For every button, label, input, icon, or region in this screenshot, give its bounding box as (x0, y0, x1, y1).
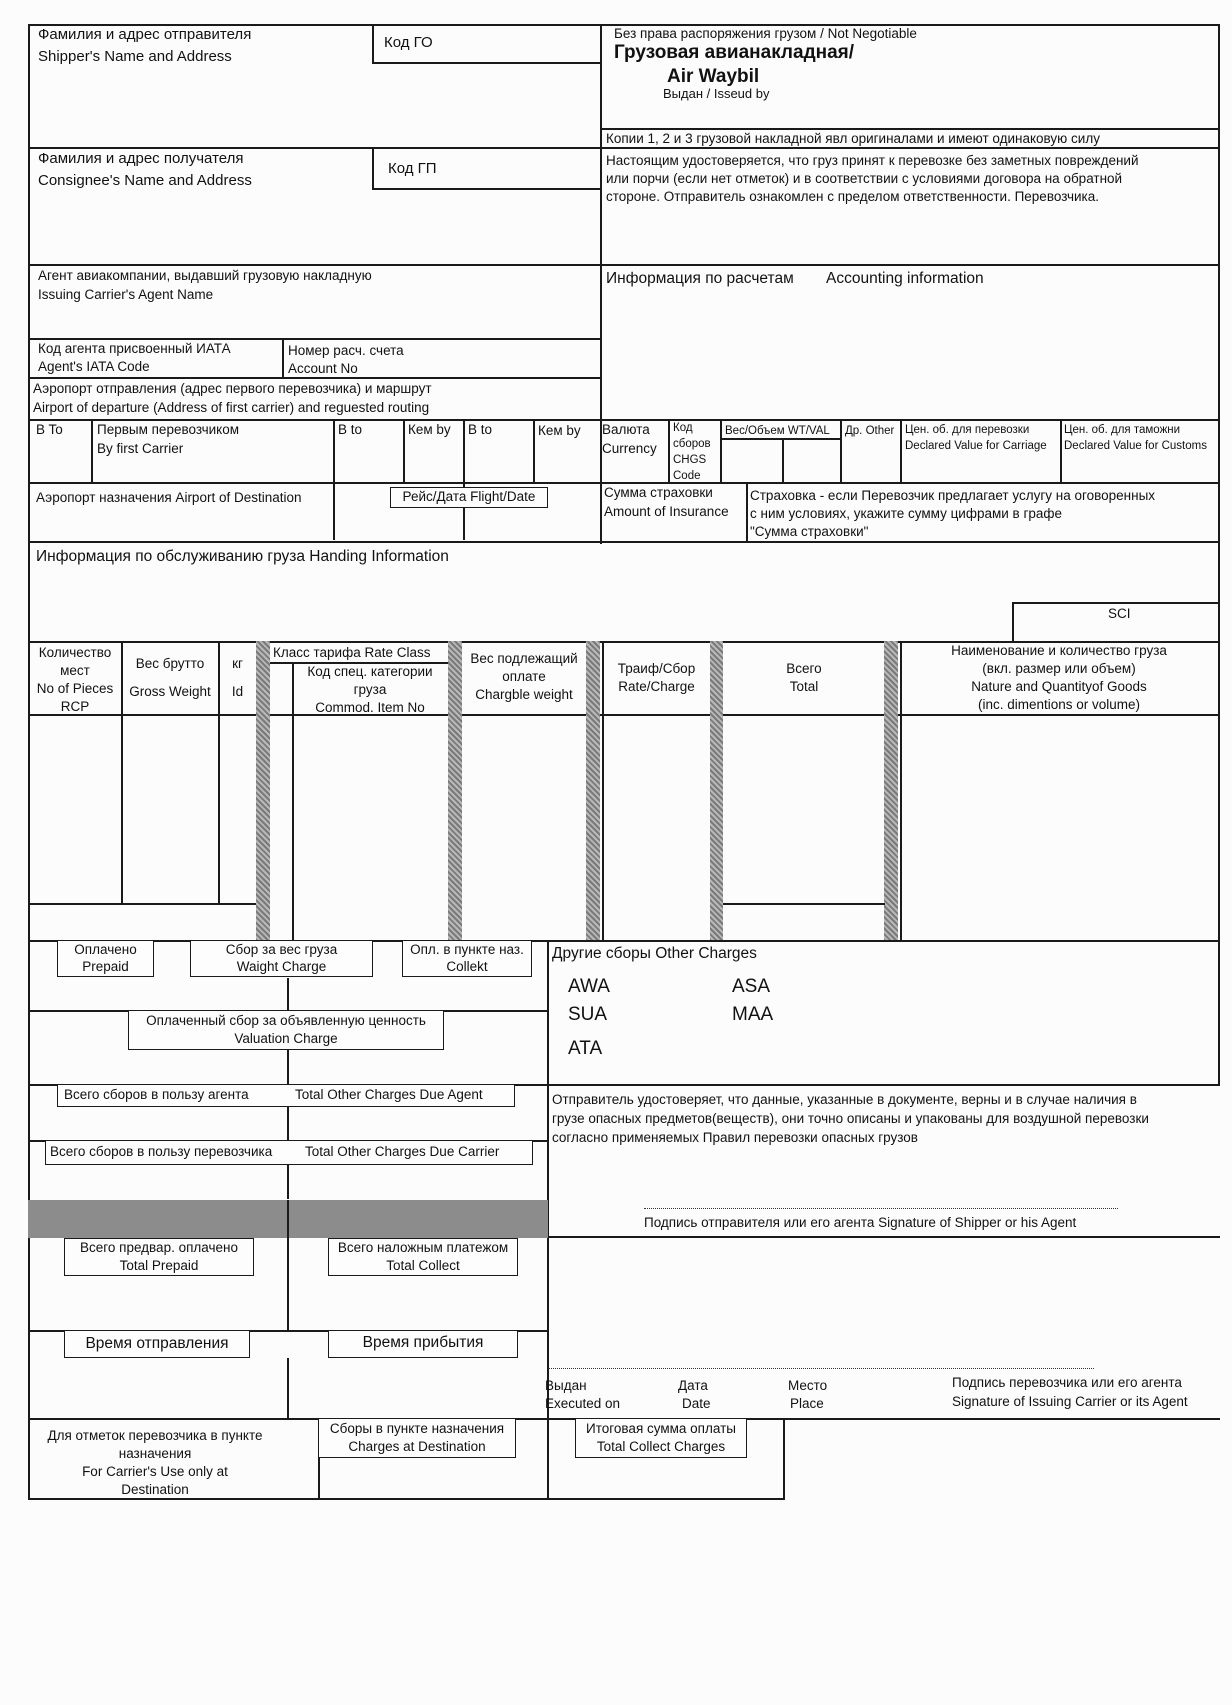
insurance-ru: Сумма страховки (604, 485, 713, 500)
waybill-title-en: Air Waybil (667, 66, 760, 87)
carrier-use-4: Destination (121, 1482, 189, 1497)
carrier-sig-en: Signature of Issuing Carrier or its Agent (952, 1394, 1188, 1409)
routing-by-3: Кем by (538, 423, 581, 438)
charge-code-ata: ATA (568, 1038, 603, 1059)
dest-charges-1: Сборы в пункте назначения (329, 1421, 505, 1436)
date-en: Date (682, 1396, 711, 1411)
certify-line-2: или порчи (если нет отметок) и в соответствии с условиями договора на обратной (606, 171, 1123, 186)
insurance-note-3: "Сумма страховки" (750, 524, 869, 539)
customs-ru: Цен. об. для таможни (1064, 424, 1181, 436)
shipper-en: Shipper's Name and Address (38, 48, 232, 65)
total-2: Total (789, 679, 819, 694)
carrier-use-3: For Carrier's Use only at (82, 1464, 228, 1479)
line-iata-top (28, 338, 602, 340)
collect-charges-1: Итоговая сумма оплаты (586, 1421, 736, 1436)
routing-first-ru: Первым перевозчиком (97, 422, 240, 437)
insurance-en: Amount of Insurance (604, 504, 729, 519)
chargeable-2: оплате (502, 669, 546, 684)
place-ru: Место (788, 1378, 828, 1393)
insurance-note-1: Страховка - если Перевозчик предлагает услугу на оговоренных (750, 488, 1156, 503)
date-ru: Дата (678, 1378, 708, 1393)
goods-hatch-4 (710, 641, 723, 941)
carrier-sig-ru: Подпись перевозчика или его агента (952, 1375, 1182, 1390)
goods-v1 (121, 641, 123, 903)
goods-total-row-right (723, 903, 885, 905)
line-routing-top (28, 419, 1220, 421)
nature-4: (inc. dimentions or volume) (977, 697, 1141, 712)
charge-code-sua: SUA (568, 1004, 608, 1025)
accounting-ru: Информация по расчетам (606, 270, 794, 287)
certify-line-1: Настоящим удостоверяется, что груз принят к перевозке без заметных повреждений (606, 153, 1139, 168)
gross-2: Gross Weight (129, 684, 211, 699)
line-consignee-top (28, 147, 1220, 149)
line-routing-v1 (91, 419, 93, 483)
carrier-use-1: Для отметок перевозчика в пункте (47, 1428, 263, 1443)
goods-hatch-1 (256, 641, 270, 941)
total-prepaid-1: Всего предвар. оплачено (79, 1240, 238, 1255)
line-routing-v2 (333, 419, 335, 540)
line-routing-v6 (668, 419, 670, 483)
wtval: Вес/Объем WT/VAL (725, 425, 830, 437)
line-agent-top (28, 264, 1220, 266)
accounting-en: Accounting information (826, 270, 984, 287)
routing-to-3: B to (468, 422, 493, 437)
account-en: Account No (288, 361, 358, 376)
kg-2: Id (231, 684, 244, 699)
line-times-split (287, 1358, 289, 1418)
other-label: Др. Other (845, 425, 895, 437)
dest-charges-2: Charges at Destination (348, 1439, 486, 1454)
total-collect-1: Всего наложным платежом (337, 1240, 509, 1255)
shipper-code: Код ГО (384, 34, 433, 51)
consignee-en: Consignee's Name and Address (38, 172, 252, 189)
rate-class: Класс тарифа Rate Class (273, 645, 431, 660)
departure-ru: Аэропорт отправления (адрес первого перевозчика) и маршрут (33, 381, 432, 396)
line-routing-v7 (720, 419, 722, 483)
line-routing-v3 (403, 419, 405, 483)
line-sci-left (1012, 602, 1014, 641)
shipper-cert-3: согласно применяемых Правил перевозки опасных грузов (552, 1130, 918, 1145)
pieces-4: RCP (60, 699, 90, 714)
due-agent-ru: Всего сборов в пользу агента (64, 1087, 249, 1102)
shipper-code-box-left (372, 24, 374, 64)
pieces-1: Количество (38, 645, 112, 660)
nature-3: Nature and Quantityof Goods (971, 679, 1147, 694)
line-departure-top (28, 377, 602, 379)
insurance-note-2: с ним условиях, укажите сумму цифрами в графе (750, 506, 1063, 521)
agent-ru: Агент авиакомпании, выдавший грузовую накладную (38, 268, 372, 283)
routing-to-1: B To (36, 422, 63, 437)
commod-1: Код спец. категории (307, 664, 433, 679)
sci-label: SCI (1108, 606, 1131, 621)
line-valuation-split (287, 1050, 289, 1084)
line-collect-charges-right (783, 1418, 785, 1500)
account-ru: Номер расч. счета (288, 343, 404, 358)
due-carrier-ru: Всего сборов в пользу перевозчика (50, 1144, 273, 1159)
line-execution-top (548, 1236, 1220, 1238)
shipper-ru: Фамилия и адрес отправителя (38, 26, 252, 43)
iata-en: Agent's IATA Code (38, 359, 150, 374)
chargeable-3: Chargble weight (475, 687, 573, 702)
line-destination-top (28, 482, 1220, 484)
total-1: Всего (786, 661, 822, 676)
collect-1: Опл. в пункте наз. (410, 942, 524, 957)
line-flight-sub (463, 508, 465, 540)
kg-1: кг (232, 656, 243, 671)
prepaid-2: Prepaid (82, 959, 129, 974)
total-prepaid-2: Total Prepaid (119, 1258, 199, 1273)
shipper-signature: Подпись отправителя или его агента Signature of Shipper or his Agent (644, 1215, 1077, 1230)
consignee-code: Код ГП (388, 160, 437, 177)
currency-en: Currency (602, 441, 657, 456)
waybill-title-ru: Грузовая авианакладная/ (614, 42, 855, 63)
collect-2: Collekt (446, 959, 488, 974)
valuation-2: Valuation Charge (234, 1031, 338, 1046)
charge-code-awa: AWA (568, 976, 610, 997)
rate-1: Траиф/Сбор (617, 661, 696, 676)
issued-by: Выдан / Isseud by (663, 86, 770, 101)
line-routing-v5 (533, 419, 535, 483)
due-agent-en: Total Other Charges Due Agent (295, 1087, 483, 1102)
consignee-ru: Фамилия и адрес получателя (38, 150, 244, 167)
valuation-1: Оплаченный сбор за объявленную ценность (146, 1013, 426, 1028)
line-copies-top (600, 128, 1220, 130)
nature-2: (вкл. размер или объем) (982, 661, 1136, 676)
exec-en: Executed on (545, 1396, 621, 1411)
due-carrier-en: Total Other Charges Due Carrier (305, 1144, 500, 1159)
line-routing-v10 (900, 419, 902, 483)
line-routing-v11 (1060, 419, 1062, 483)
line-insurance-divider (746, 482, 748, 542)
frame-bottom (28, 1498, 548, 1500)
chgs-1: Код (673, 422, 693, 434)
collect-charges-2: Total Collect Charges (596, 1439, 726, 1454)
routing-by-2: Кем by (408, 422, 451, 437)
carriage-en: Declared Value for Carriage (905, 440, 1047, 452)
not-negotiable: Без права распоряжения грузом / Not Negotiable (614, 26, 917, 41)
goods-v2 (218, 641, 220, 903)
copies-note: Копии 1, 2 и 3 грузовой накладной явл оригиналами и имеют одинаковую силу (606, 131, 1100, 146)
chgs-3: CHGS (673, 454, 707, 466)
goods-total-row-left (28, 903, 256, 905)
weight-charge-1: Сбор за вес груза (225, 942, 338, 957)
consignee-code-box-left (372, 147, 374, 190)
pieces-3: No of Pieces (36, 681, 114, 696)
routing-first-en: By first Carrier (97, 441, 184, 456)
certify-line-3: стороне. Отправитель ознакомлен с пределом ответственности. Перевозчика. (606, 189, 1099, 204)
carriage-ru: Цен. об. для перевозки (905, 424, 1030, 436)
consignee-code-box-bottom (372, 188, 602, 190)
line-collect-charges-bottom (548, 1498, 784, 1500)
other-charges-label: Другие сборы Other Charges (552, 945, 757, 962)
line-due-agent-split (287, 1107, 289, 1141)
pieces-2: мест (60, 663, 90, 678)
chargeable-1: Вес подлежащий (470, 651, 578, 666)
exec-ru: Выдан (545, 1378, 587, 1393)
total-collect-2: Total Collect (386, 1258, 460, 1273)
gross-1: Вес брутто (135, 656, 205, 671)
charge-code-asa: ASA (732, 976, 771, 997)
line-routing-v9 (840, 419, 842, 483)
agent-en: Issuing Carrier's Agent Name (38, 287, 214, 302)
chgs-4: Code (673, 470, 701, 482)
charge-code-maa: MAA (732, 1004, 774, 1025)
customs-en: Declared Value for Customs (1064, 440, 1207, 452)
carrier-signature-line (548, 1368, 1094, 1369)
shipper-cert-2: грузе опасных предметов(веществ), они точно описаны и упакованы для воздушной перевозки (552, 1111, 1149, 1126)
shipper-cert-1: Отправитель удостоверяет, что данные, указанные в документе, верны и в случае наличия в (552, 1092, 1137, 1107)
weight-charge-2: Waight Charge (236, 959, 327, 974)
destination-label: Аэропорт назначения Airport of Destination (36, 490, 302, 505)
goods-hatch-3 (586, 641, 600, 941)
chgs-2: сборов (673, 438, 711, 450)
departure-en: Airport of departure (Address of first carrier) and reguested routing (33, 400, 430, 415)
frame-right (1218, 24, 1220, 1084)
prepaid-1: Оплачено (74, 942, 137, 957)
line-iata-divider (282, 338, 284, 377)
shipper-signature-line (644, 1208, 1118, 1209)
departure-time: Время отправления (85, 1335, 229, 1352)
line-totals-split (287, 1200, 289, 1330)
line-goods-header-bottom (28, 714, 1220, 716)
flight-date: Рейс/Дата Flight/Date (402, 489, 536, 504)
goods-hatch-2 (448, 641, 462, 941)
line-handling-top (28, 541, 1220, 543)
place-en: Place (790, 1396, 824, 1411)
handling-label: Информация по обслуживанию груза Handing Information (36, 548, 449, 565)
arrival-time: Время прибытия (362, 1334, 484, 1351)
commod-2: груза (353, 682, 387, 697)
goods-hatch-5 (884, 641, 898, 941)
rate-2: Rate/Charge (618, 679, 695, 694)
carrier-use-2: назначения (118, 1446, 192, 1461)
line-due-carrier-split (287, 1165, 289, 1199)
commod-3: Commod. Item No (315, 700, 425, 715)
line-prepaid-collect-split (287, 978, 289, 1010)
line-sci-top (1012, 602, 1220, 604)
currency-ru: Валюта (602, 422, 650, 437)
line-routing-v8 (782, 439, 784, 483)
iata-ru: Код агента присвоенный ИАТА (38, 341, 231, 356)
nature-1: Наименование и количество груза (951, 643, 1167, 658)
divider-mid (600, 24, 602, 544)
frame-left (28, 24, 30, 1500)
routing-to-2: B to (338, 422, 363, 437)
shipper-code-box-bottom (372, 62, 602, 64)
